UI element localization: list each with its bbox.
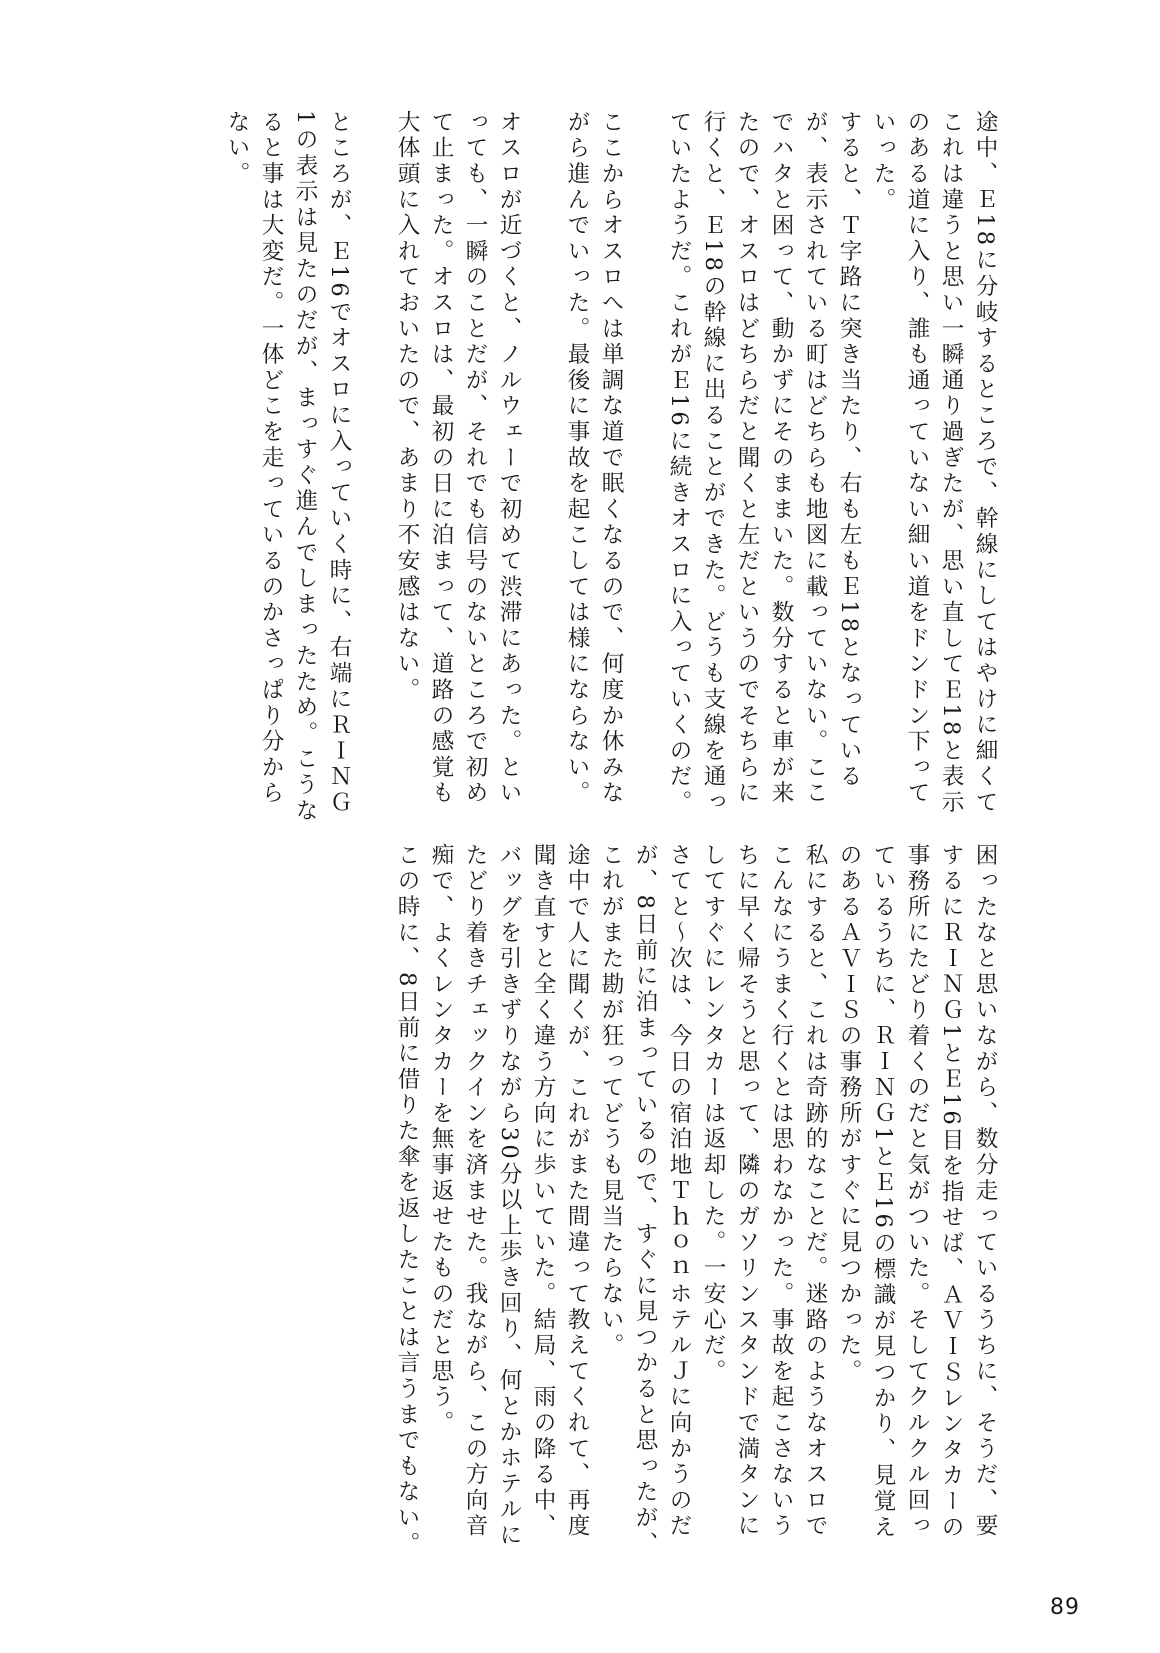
paragraph: オスロが近づくと、ノルウェーで初めて渋滞にあった。といっても、一瞬のことだが、それでも信号のないところで初めて止まった。オスロは、最初の日に泊まって、道路の感覚も大体頭に入れておいたので、あまり不安感はない。 [394,110,522,807]
paragraph: この時に、8日前に借りた傘を返したことは言うまでもない。 [394,843,420,1558]
paragraph: 私にすると、これは奇跡的なことだ。迷路のようなオスロでこんなにうまく行くとは思わなかった。事故を起こさないうちに早く帰そうと思って、隣のガソリンスタンドで満タンにしてすぐにレンタカーは返却した。一安心だ。 [700,843,828,1540]
lower-text-block [278,843,1002,1563]
paragraph: さてと～次は、今日の宿泊地ＴｈｏｎホテルＪに向かうのだが、8日前に泊まっているので、すぐに見つかると思ったが、これがまた勘が狂ってどうも見当たらない。 [598,843,692,1558]
paragraph: 途中、Ｅ18に分岐するところで、幹線にしてはやけに細くてこれは違うと思い一瞬通り過ぎたが、思い直してＥ18と表示のある道に入り、誰も通っていない細い道をドンドン下っていった。 [870,110,998,816]
paragraph: すると、Ｔ字路に突き当たり、右も左もＥ18となっているが、表示されている町はどちらも地図に載っていない。ここでハタと困って、動かずにそのままいた。数分すると車が来たので、オスロはどちらだと聞くと左だというのでそちらに行くと、Ｅ18の幹線に出ることができた。どうも支線を通っていたようだ。これがＥ16に続きオスロに入っていくのだ。 [666,110,862,816]
paragraph: ところが、Ｅ16でオスロに入っていく時に、右端にＲＩＮＧ1の表示は見たのだが、まっすぐ進んでしまったため。こうなると事は大変だ。一体どこを走っているのかさっぱり分からない。 [224,110,352,825]
page-number: 89 [1050,1595,1080,1620]
paragraph: 途中で人に聞くが、これがまた間違って教えてくれて、再度聞き直すと全く違う方向に歩いていた。結局、雨の降る中、バッグを引きずりながら30分以上歩き回り、何とかホテルにたどり着きチェックインを済ませた。我ながら、この方向音痴で、よくレンタカーを無事返せたものだと思う。 [428,843,590,1549]
paragraph: 困ったなと思いながら、数分走っているうちに、そうだ、要するにＲＩＮＧ1とＥ16目を指せば、ＡＶＩＳレンタカーの事務所にたどり着くのだと気がついた。そしてクルクル回っているうちに、ＲＩＮＧ1とＥ16の標識が見つかり、見覚えのあるＡＶＩＳの事務所がすぐに見つかった。 [836,843,998,1541]
paragraph: ここからオスロへは単調な道で眠くなるので、何度か休みながら進んでいった。最後に事故を起こしては様にならない。 [564,110,624,807]
upper-text-block [190,110,1002,830]
